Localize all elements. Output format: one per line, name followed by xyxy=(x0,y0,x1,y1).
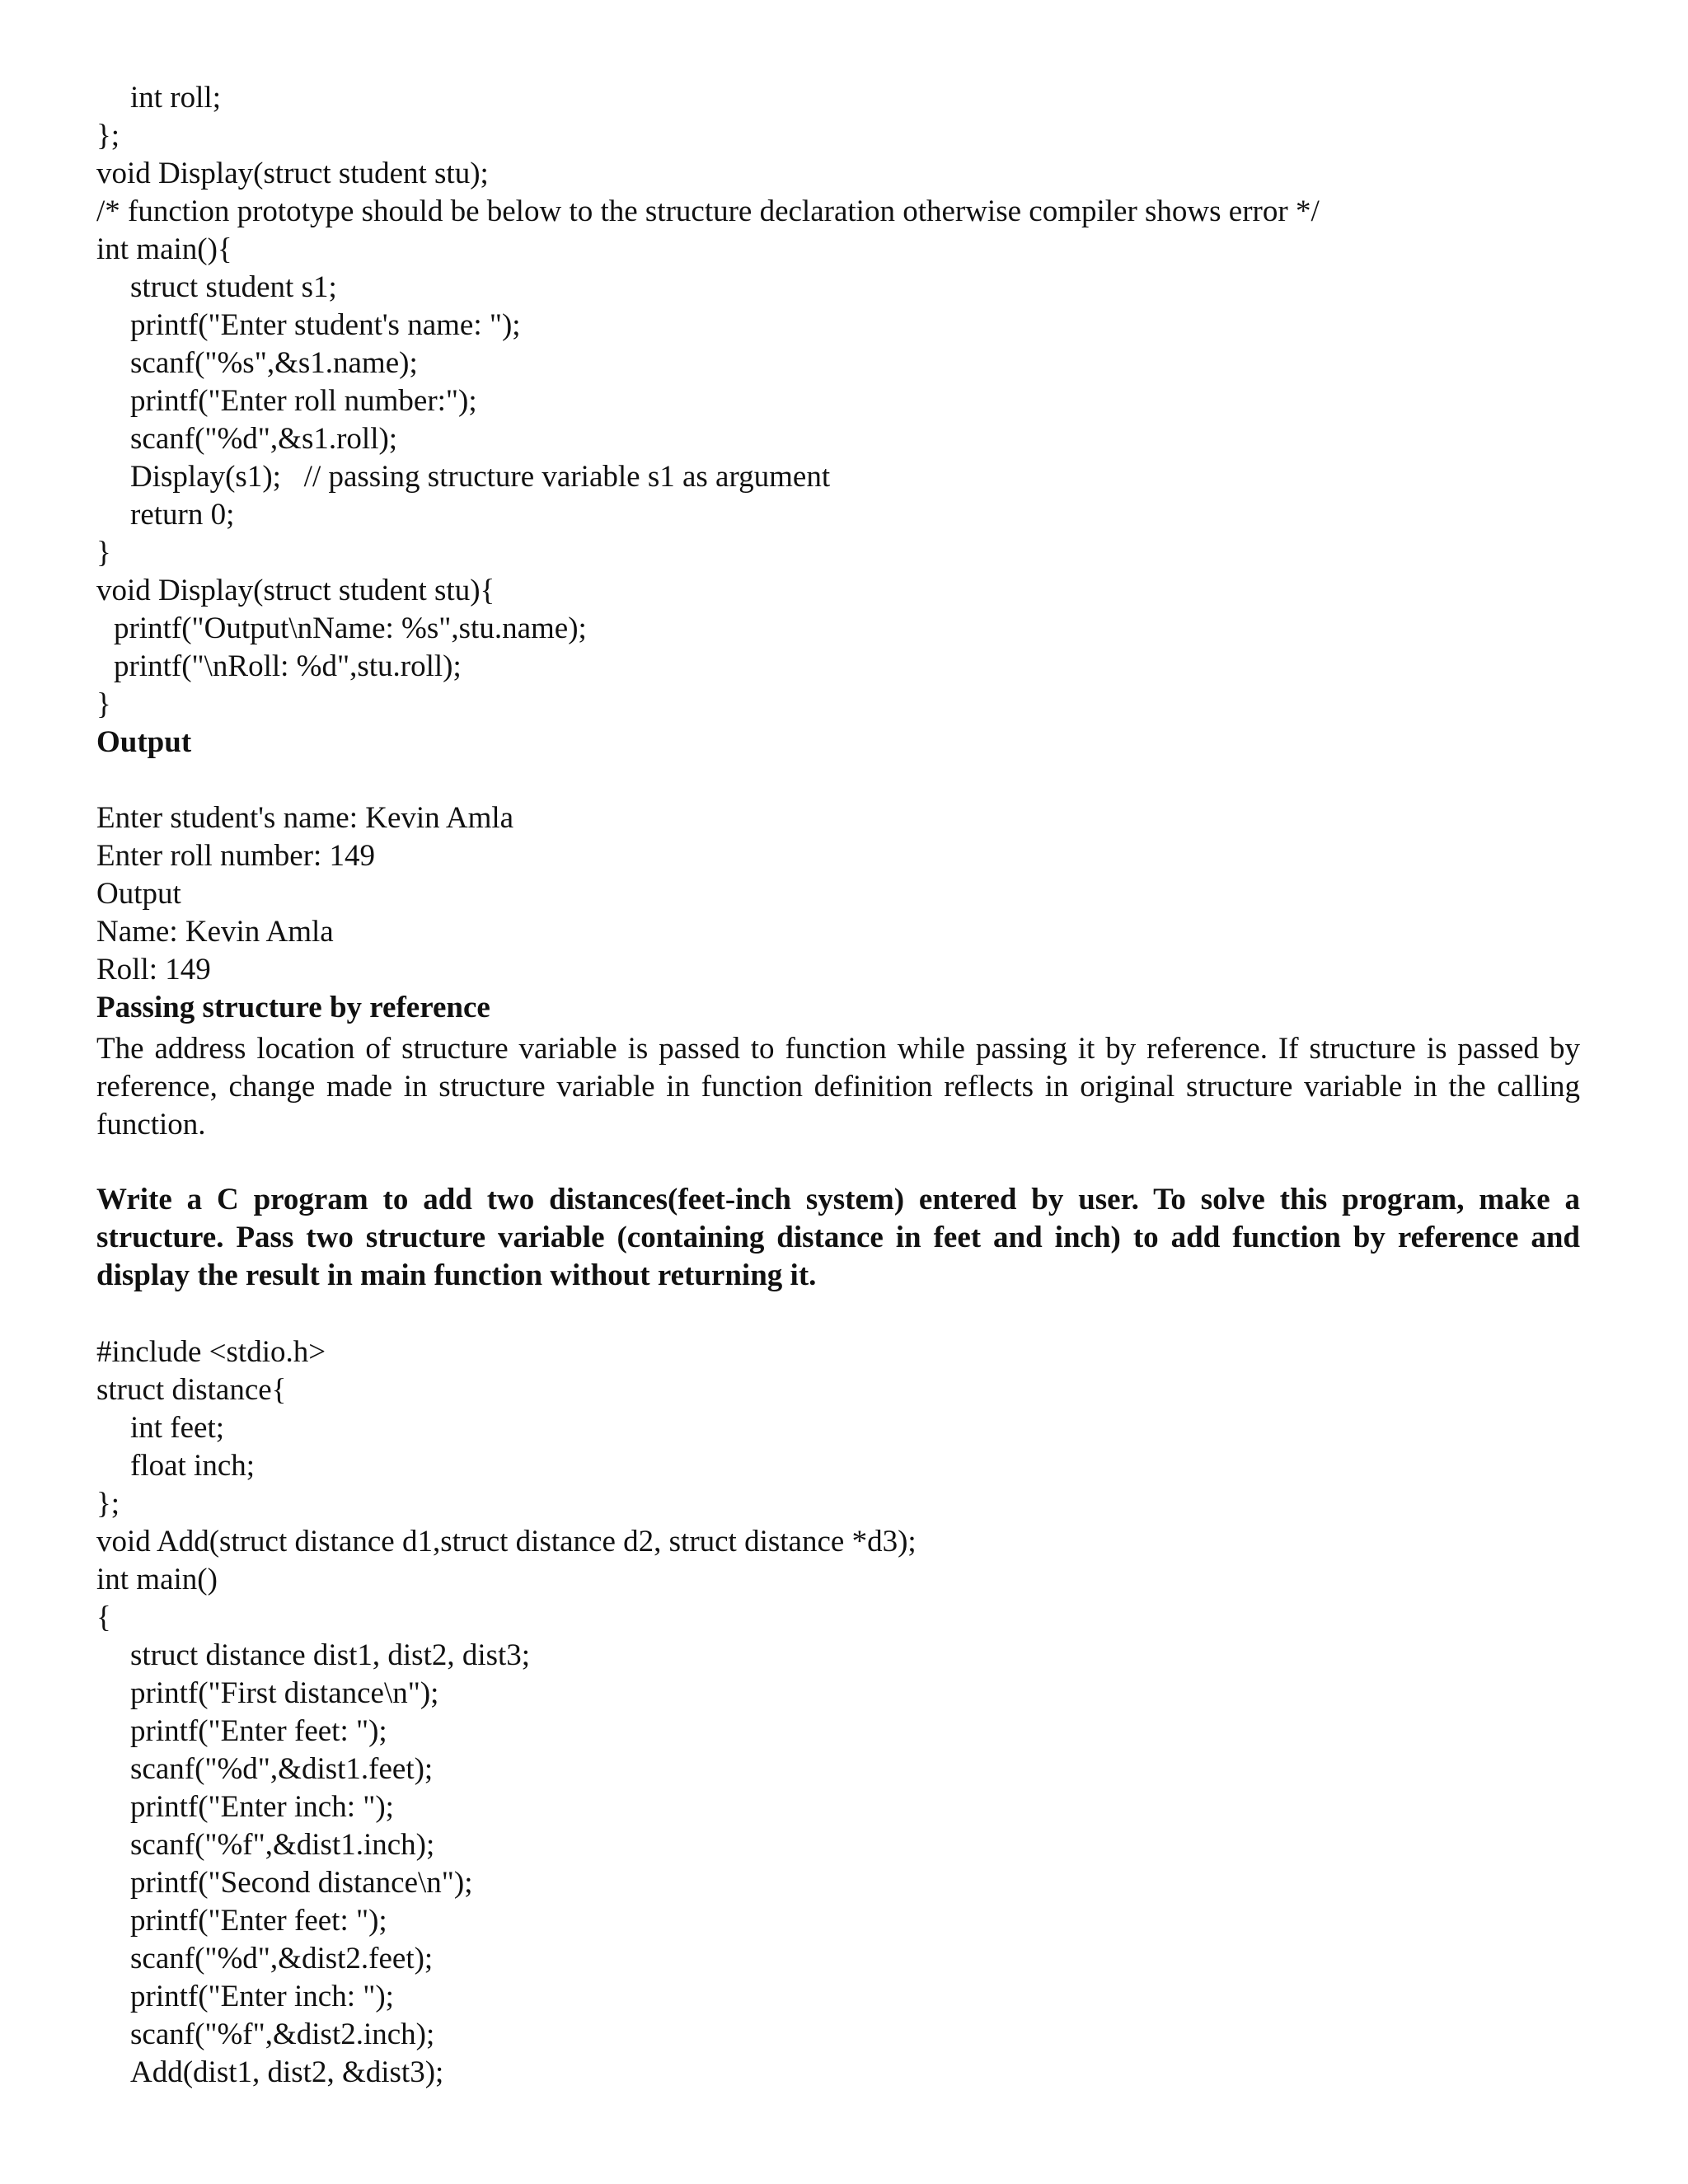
output-line: Roll: 149 xyxy=(96,953,211,987)
code-line: struct student s1; xyxy=(130,270,337,304)
code-line: void Add(struct distance d1,struct distance d2, struct distance *d3); xyxy=(96,1525,917,1558)
code-line: printf("Second distance\n"); xyxy=(130,1866,473,1900)
output-line: Output xyxy=(96,877,181,911)
code-line: } xyxy=(96,687,111,721)
code-comment-line: /* function prototype should be below to the structure declaration otherwise compiler shows error */ xyxy=(96,194,1320,228)
code-line: }; xyxy=(96,119,120,152)
section-paragraph: The address location of structure variable is passed to function while passing it by reference. If structure is passed by reference, change made in structure variable in function definition reflects in original structure variable in the calling function. xyxy=(96,1032,1580,1141)
code-line: printf("Enter inch: "); xyxy=(130,1790,394,1824)
code-line: return 0; xyxy=(130,498,235,532)
code-line: struct distance{ xyxy=(96,1373,287,1407)
code-line: scanf("%d",&dist1.feet); xyxy=(130,1752,434,1786)
output-heading: Output xyxy=(96,725,192,759)
output-line: Enter student's name: Kevin Amla xyxy=(96,801,514,835)
output-line: Name: Kevin Amla xyxy=(96,915,334,949)
code-line: printf("\nRoll: %d",stu.roll); xyxy=(114,649,462,683)
code-line: printf("First distance\n"); xyxy=(130,1676,439,1710)
code-line: printf("Enter roll number:"); xyxy=(130,384,477,418)
code-line: }; xyxy=(96,1487,120,1521)
code-line: struct distance dist1, dist2, dist3; xyxy=(130,1638,531,1672)
code-line: printf("Enter student's name: "); xyxy=(130,308,521,342)
code-line: int roll; xyxy=(130,81,221,115)
code-line: void Display(struct student stu); xyxy=(96,157,489,190)
code-line: int main() xyxy=(96,1563,218,1596)
code-line: Display(s1); // passing structure variable s1 as argument xyxy=(130,460,831,494)
code-line: printf("Enter feet: "); xyxy=(130,1714,387,1748)
code-line: printf("Enter inch: "); xyxy=(130,1980,394,2013)
code-line: Add(dist1, dist2, &dist3); xyxy=(130,2055,444,2089)
code-line: void Display(struct student stu){ xyxy=(96,574,495,607)
code-line: float inch; xyxy=(130,1449,256,1483)
code-line: scanf("%d",&dist2.feet); xyxy=(130,1942,434,1975)
code-line: scanf("%s",&s1.name); xyxy=(130,346,418,380)
section-heading: Passing structure by reference xyxy=(96,991,490,1024)
code-line: } xyxy=(96,536,111,569)
code-line: scanf("%d",&s1.roll); xyxy=(130,422,398,456)
code-line: int main(){ xyxy=(96,232,232,266)
code-line: #include <stdio.h> xyxy=(96,1335,326,1369)
code-line: printf("Enter feet: "); xyxy=(130,1904,387,1938)
code-line: scanf("%f",&dist2.inch); xyxy=(130,2018,435,2051)
code-line: { xyxy=(96,1601,111,1634)
code-line: scanf("%f",&dist1.inch); xyxy=(130,1828,435,1862)
exercise-statement: Write a C program to add two distances(feet-inch system) entered by user. To solve this program, make a structure. Pass two structure variable (containing distance in feet and inch) to add function by reference and display the result in main function without returning it. xyxy=(96,1183,1580,1292)
output-line: Enter roll number: 149 xyxy=(96,839,376,873)
code-line: printf("Output\nName: %s",stu.name); xyxy=(114,612,587,645)
code-line: int feet; xyxy=(130,1411,225,1445)
